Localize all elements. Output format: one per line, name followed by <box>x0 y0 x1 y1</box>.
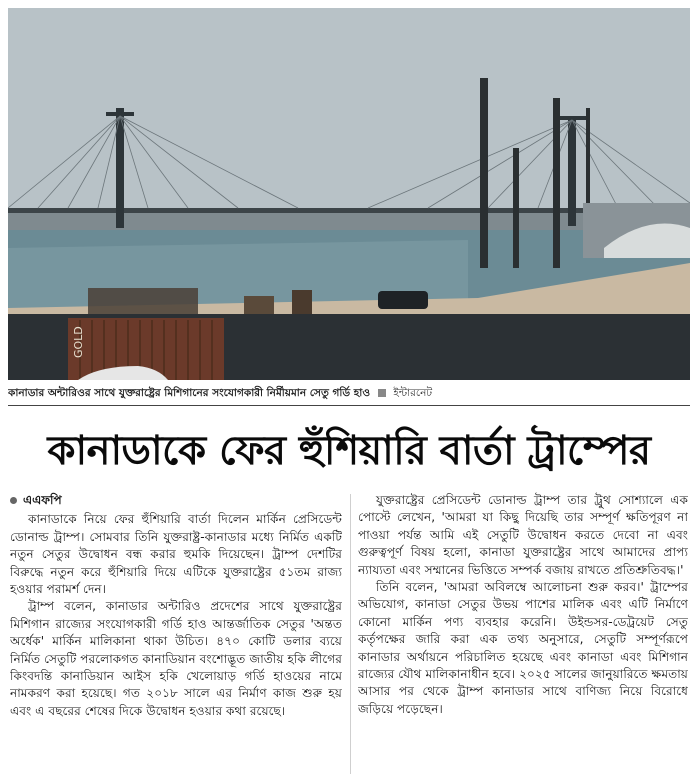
divider <box>8 405 690 406</box>
container-label: GOLD <box>72 326 85 358</box>
paragraph: তিনি বলেন, 'আমরা অবিলম্বে আলোচনা শুরু করব।' ট্রাম্পের অভিযোগ, কানাডা সেতুর উভয় পাশের মালিক এবং এটি নির্মাণে কোনো মার্কিন পণ্য ব্যবহার করেনি। উইন্ডসর-ডেট্রয়েট সেতু কর্তৃপক্ষের জারি করা এক তথ্য অনুসারে, সেতুটি সম্পূর্ণরূপে কানাডার অর্থায়নে পরিচালিত হয়েছে এবং কানাডা এবং মিশিগান রাজ্যের যৌথ মালিকানাধীন হবে। ২০২৫ সালের জানুয়ারিতে ক্ষমতায় আসার পর থেকে ট্রাম্প কানাডার সাথে বাণিজ্য নিয়ে বিরোধে জড়িয়ে পড়েছেন। <box>358 580 688 716</box>
parked-car <box>378 291 428 309</box>
paragraph: ট্রাম্প বলেন, কানাডার অন্টারিও প্রদেশের সাথে যুক্তরাষ্ট্রের মিশিগান রাজ্যের সংযোগকারী গর্ডি হাও আন্তর্জাতিক সেতুর 'অন্তত অর্ধেক' মার্কিন মালিকানা থাকা উচিত। ৪৭০ কোটি ডলার ব্যয়ে নির্মিত সেতুটি পরলোকগত কানাডিয়ান বংশোদ্ভূত জাতীয় হকি লীগের কিংবদন্তি কানাডিয়ান আইস হকি খেলোয়াড় গর্ডি হাওয়ের নামে নামকরণ করা হয়েছে। গত ২০১৮ সালে এর নির্মাণ কাজ শুরু হয় এবং এ বছরের শেষের দিকে উদ্বোধন হওয়ার কথা রয়েছে। <box>10 599 342 718</box>
column-divider <box>350 494 351 774</box>
bullet-icon <box>10 497 17 504</box>
article-column-right <box>358 492 688 774</box>
paragraph: যুক্তরাষ্ট্রের প্রেসিডেন্ট ডোনাল্ড ট্রাম্প তার ট্রুথ সোশ্যালে এক পোস্টে লেখেন, 'আমরা যা কিছু দিয়েছি তার সম্পূর্ণ ক্ষতিপূরণ না পাওয়া পর্যন্ত আমি এই সেতুটি উদ্বোধন করতে দেবো না এবং গুরুত্বপূর্ণ বিষয় হলো, কানাডা যুক্তরাষ্ট্রের সাথে আমাদের প্রাপ্য ন্যায্যতা এবং সম্মানের ভিত্তিতে সম্পর্ক বজায় রাখতে প্রতিশ্রুতিবদ্ধ।' <box>358 493 688 577</box>
bridge-construction-photo <box>8 8 690 380</box>
byline <box>10 492 342 509</box>
caption-separator-icon <box>378 389 386 397</box>
bridge-tower-right <box>568 116 576 226</box>
headline: কানাডাকে ফের হুঁশিয়ারি বার্তা ট্রাম্পের <box>47 427 651 474</box>
paragraph: কানাডাকে নিয়ে ফের হুঁশিয়ারি বার্তা দিলেন মার্কিন প্রেসিডেন্ট ডোনাল্ড ট্রাম্প। সোমবার তিনি যুক্তরাষ্ট্র-কানাডার মধ্যে নির্মিত একটি নতুন সেতুর উদ্বোধন বন্ধ করার হুমকি দিয়েছেন। ট্রাম্প দেশটির বিরুদ্ধে নতুন করে হুঁশিয়ারি দিয়ে এটিকে যুক্তরাষ্ট্রের ৫১তম রাজ্য হওয়ার পরামর্শ দেন। <box>10 512 342 597</box>
article-column-left <box>10 492 342 774</box>
article-photo <box>8 8 690 380</box>
photo-caption <box>8 384 690 402</box>
byline-text: এএফপি <box>23 493 62 507</box>
photo-credit: ইন্টারনেট <box>393 387 433 399</box>
caption-text: কানাডার অন্টারিওর সাথে যুক্তরাষ্ট্রের মিশিগানের সংযোগকারী নির্মীয়মান সেতু গর্ডি হাও <box>8 387 371 399</box>
